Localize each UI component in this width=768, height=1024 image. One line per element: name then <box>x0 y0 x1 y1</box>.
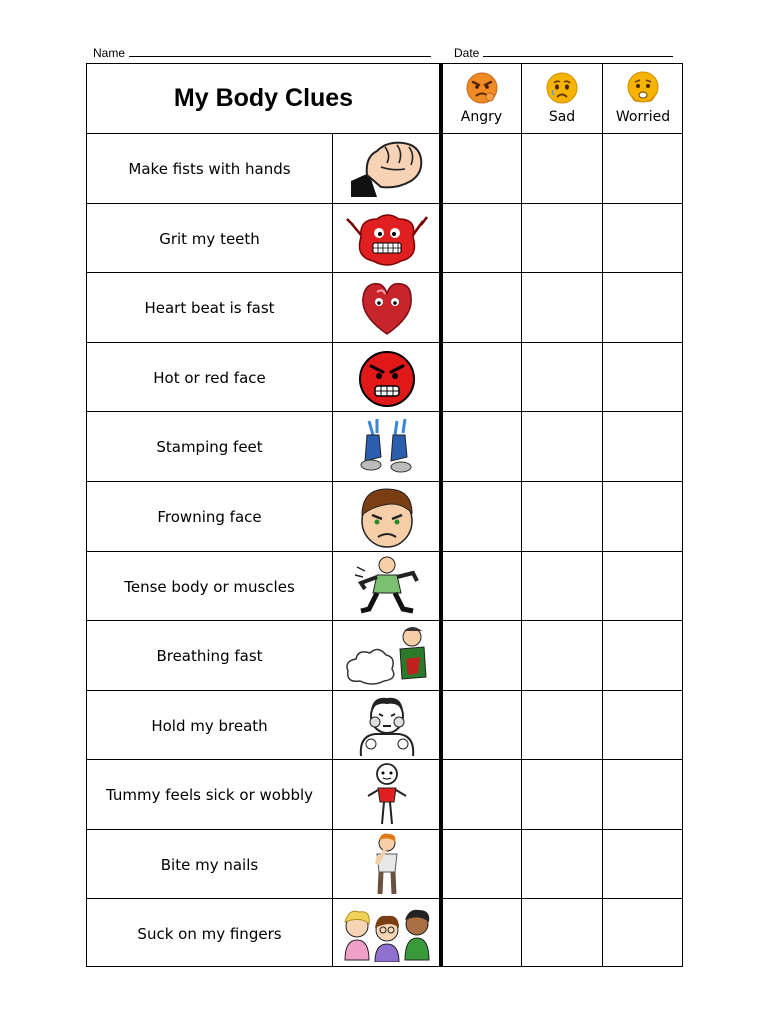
fist-icon <box>347 137 427 201</box>
worried-face-icon <box>625 70 661 106</box>
clue-row-heart <box>87 273 332 342</box>
page-title: My Body Clues <box>173 84 354 112</box>
emotion-header-worried <box>603 64 683 133</box>
clue-label: Frowning face <box>157 507 262 526</box>
heart-icon <box>355 276 419 340</box>
emotion-label: Angry <box>460 109 503 125</box>
date-label: Date <box>454 46 480 60</box>
sad-face-icon <box>544 70 580 106</box>
clue-row-breathing <box>87 621 332 690</box>
breathing-fast-icon <box>342 623 432 689</box>
stamping-feet-icon <box>357 417 417 477</box>
clue-label: Bite my nails <box>160 855 259 874</box>
clue-label: Hot or red face <box>153 368 266 387</box>
frowning-boy-icon <box>354 485 420 549</box>
gritting-monster-icon <box>345 207 429 271</box>
clue-row-hold-breath <box>87 691 332 760</box>
clue-label: Heart beat is fast <box>144 298 275 317</box>
emotion-header-sad <box>522 64 602 133</box>
clue-row-tense <box>87 552 332 621</box>
nail-biting-icon <box>365 832 409 898</box>
clue-row-fingers <box>87 899 332 968</box>
clue-label: Breathing fast <box>156 646 263 665</box>
grid-line <box>521 64 522 966</box>
red-face-icon <box>355 346 419 410</box>
clue-label: Hold my breath <box>151 716 268 735</box>
name-label: Name <box>93 46 126 60</box>
clue-label: Grit my teeth <box>159 229 260 248</box>
clue-label: Stamping feet <box>156 437 263 456</box>
emotion-label: Worried <box>615 109 671 125</box>
clue-label: Suck on my fingers <box>137 924 282 943</box>
name-line[interactable] <box>129 44 431 57</box>
clue-label: Tummy feels sick or wobbly <box>105 785 314 804</box>
name-field[interactable] <box>93 44 431 60</box>
clue-row-red-face <box>87 343 332 412</box>
clue-label: Make fists with hands <box>128 159 291 178</box>
date-line[interactable] <box>483 44 673 57</box>
clue-row-tummy <box>87 760 332 829</box>
clue-label: Tense body or muscles <box>124 577 295 596</box>
clue-row-frowning <box>87 482 332 551</box>
children-icon <box>339 906 435 962</box>
date-field[interactable] <box>454 44 673 60</box>
emotion-header-angry <box>442 64 521 133</box>
emotion-label: Sad <box>548 109 576 125</box>
grid-line <box>602 64 603 966</box>
stick-figure-icon <box>362 762 412 828</box>
clue-row-stamping <box>87 412 332 481</box>
clue-row-nails <box>87 830 332 899</box>
angry-face-icon <box>464 70 500 106</box>
holding-breath-icon <box>349 694 425 758</box>
body-clues-table <box>86 63 683 967</box>
tense-man-icon <box>351 555 423 619</box>
clue-row-teeth <box>87 204 332 273</box>
clue-row-fists <box>87 134 332 203</box>
